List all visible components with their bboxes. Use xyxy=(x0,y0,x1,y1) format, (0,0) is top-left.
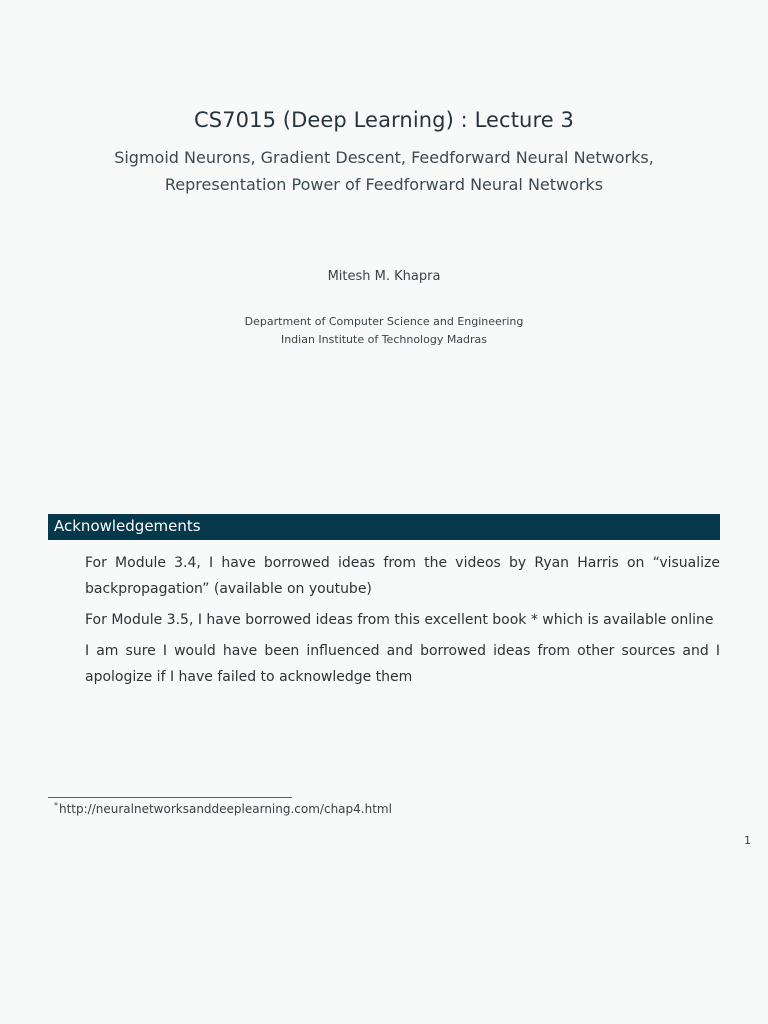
acknowledgements-heading-bar xyxy=(48,514,720,540)
acknowledgement-item: For Module 3.4, I have borrowed ideas from the videos by Ryan Harris on “visualize backpropagation” (available on youtube) xyxy=(85,555,720,597)
footnote-divider xyxy=(48,797,292,798)
footnote-marker: * xyxy=(54,801,58,810)
lecture-subtitle-line-2: Representation Power of Feedforward Neural Networks xyxy=(164,175,604,194)
institute-name: Indian Institute of Technology Madras xyxy=(280,333,488,346)
department-name: Department of Computer Science and Engineering xyxy=(244,315,524,328)
footnote xyxy=(54,801,392,816)
acknowledgements-heading: Acknowledgements xyxy=(54,517,201,535)
acknowledgements-list xyxy=(85,550,720,695)
lecture-title: CS7015 (Deep Learning) : Lecture 3 xyxy=(194,108,574,132)
page-number: 1 xyxy=(744,834,751,847)
acknowledgement-item: For Module 3.5, I have borrowed ideas from this excellent book * which is available online xyxy=(85,612,714,628)
footnote-link[interactable]: http://neuralnetworksanddeeplearning.com/chap4.html xyxy=(59,802,392,816)
author-name: Mitesh M. Khapra xyxy=(327,269,441,284)
acknowledgement-item: I am sure I would have been influenced and borrowed ideas from other sources and I apologize if I have failed to acknowledge them xyxy=(85,643,720,685)
lecture-subtitle-line-1: Sigmoid Neurons, Gradient Descent, Feedforward Neural Networks, xyxy=(114,148,654,167)
